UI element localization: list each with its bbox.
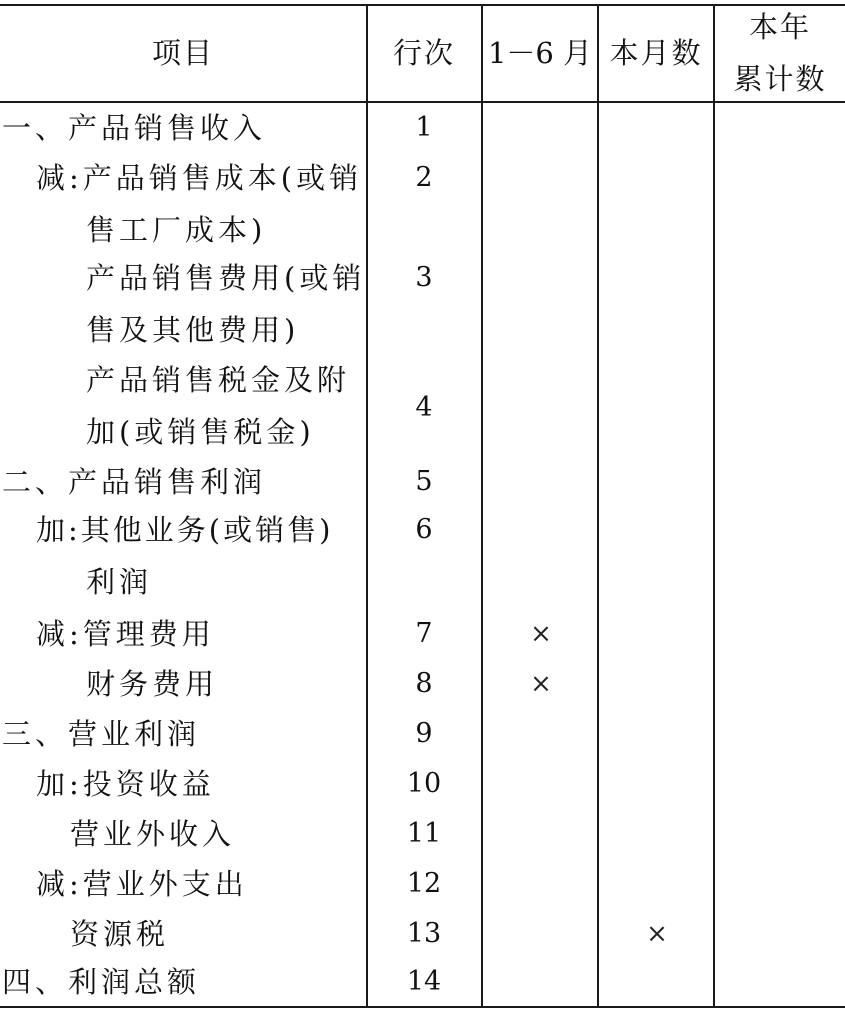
row-2-label-cont: 售工厂成本) [86, 213, 267, 247]
row-6-label: 加:其他业务(或销售) [36, 513, 334, 547]
row-8-label: 财务费用 [86, 667, 219, 701]
row-14-line: 14 [406, 966, 442, 997]
header-item: 项目 [151, 36, 214, 70]
row-10-label: 加:投资收益 [36, 767, 215, 801]
row-5-label: 二、产品销售利润 [2, 465, 267, 499]
header-ytd-line2: 累计数 [733, 62, 827, 96]
header-jan-jun: 1－6 月 [487, 36, 593, 70]
row-13-month-cross: × [646, 919, 668, 949]
col-divider-line [481, 4, 483, 1008]
row-7-label: 减:管理费用 [36, 617, 215, 651]
row-13-line: 13 [406, 918, 442, 949]
row-4-label: 产品销售税金及附 [86, 363, 351, 397]
row-3-label-cont: 售及其他费用) [86, 313, 300, 347]
row-11-line: 11 [406, 818, 442, 849]
header-ytd-line1: 本年 [748, 10, 811, 44]
row-10-line: 10 [406, 768, 442, 799]
row-2-label: 减:产品销售成本(或销 [36, 161, 363, 195]
row-7-jan-jun-cross: × [530, 619, 552, 649]
row-1-label: 一、产品销售收入 [2, 111, 267, 145]
header-this-month: 本月数 [609, 36, 703, 70]
row-4-line: 4 [415, 392, 433, 423]
row-11-label: 营业外收入 [70, 817, 236, 851]
row-14-label: 四、利润总额 [2, 965, 201, 999]
row-9-label: 三、营业利润 [2, 717, 201, 751]
row-6-label-cont: 利润 [86, 565, 153, 599]
row-12-line: 12 [406, 868, 442, 899]
row-3-line: 3 [415, 262, 433, 293]
col-divider-month [713, 4, 715, 1008]
row-1-line: 1 [415, 112, 433, 143]
row-8-line: 8 [415, 668, 433, 699]
header-divider [0, 101, 845, 103]
row-13-label: 资源税 [70, 917, 170, 951]
row-4-label-cont: 加(或销售税金) [86, 415, 315, 449]
bottom-border [0, 1006, 845, 1008]
row-5-line: 5 [415, 466, 433, 497]
row-9-line: 9 [415, 718, 433, 749]
col-divider-item [366, 4, 368, 1008]
row-7-line: 7 [415, 618, 433, 649]
row-6-line: 6 [415, 514, 433, 545]
top-border [0, 4, 845, 6]
row-12-label: 减:营业外支出 [36, 867, 248, 901]
row-2-line: 2 [415, 162, 433, 193]
col-divider-1-6 [597, 4, 599, 1008]
row-8-jan-jun-cross: × [530, 669, 552, 699]
row-3-label: 产品销售费用(或销 [86, 261, 366, 295]
header-line-no: 行次 [392, 36, 455, 70]
